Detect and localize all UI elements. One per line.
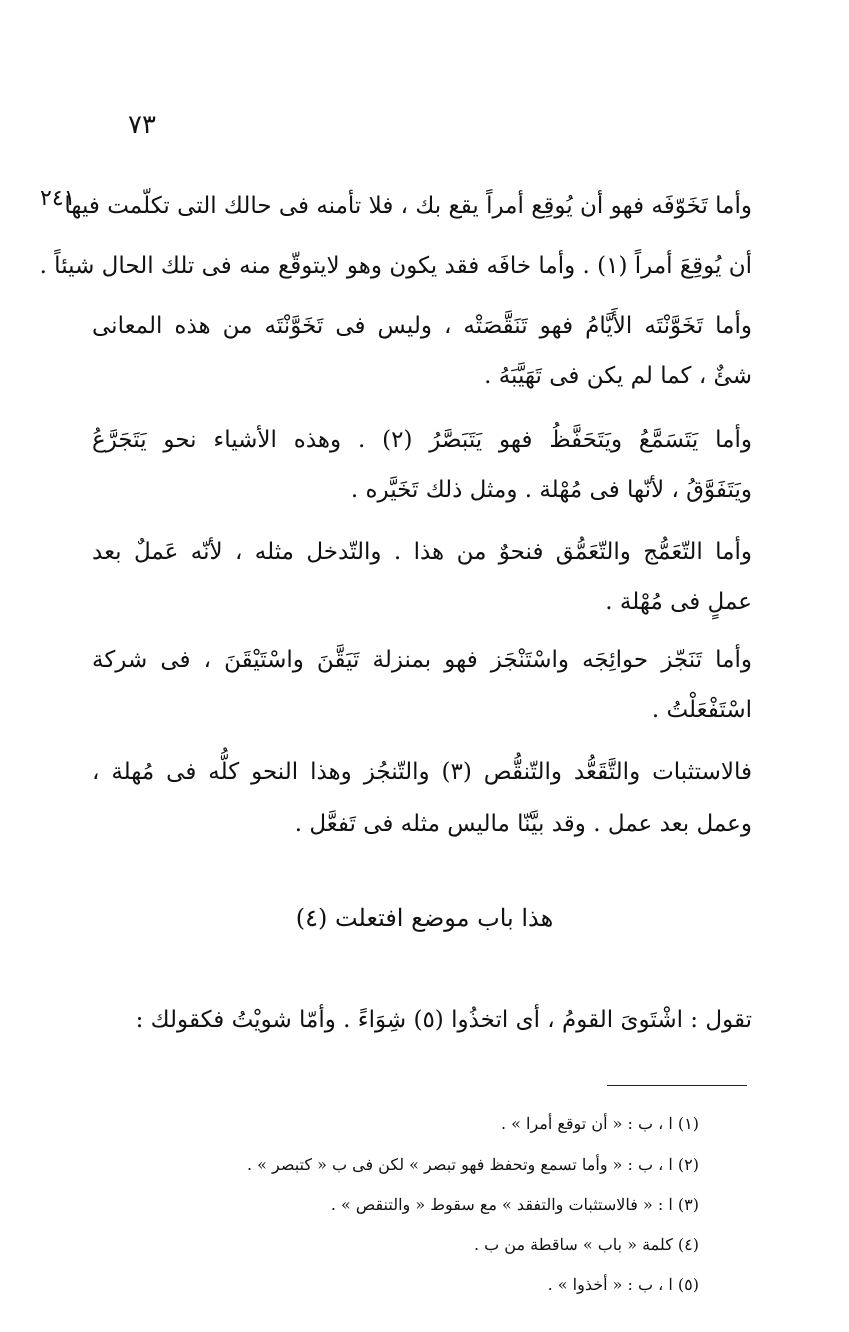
text-line: وأما يَتَسَمَّعُ ويَتَحَفَّظُ فهو يَتَبَصَّرُ (٢) . وهذه الأشياء نحو يَتَجَرَّعُ	[92, 427, 752, 453]
footnote: (٣) ا : « فالاستثبات والتفقد » مع سقوط « والتنقص » .	[330, 1195, 699, 1214]
text-line: وأما تَخَوَّنْتَه الأَيَّامُ فهو تَنَقَّصَتْه ، وليس فى تَخَوَّنْتَه من هذه المعانى	[92, 313, 752, 339]
text-line: وأما التّعَمُّج والتّعَمُّق فنحوٌ من هذا . والتّدخل مثله ، لأنّه عَملٌ بعد	[92, 539, 752, 565]
footnote: (٢) ا ، ب : « وأما تسمع وتحفظ فهو تبصر » لكن فى ب « كتبصر » .	[246, 1155, 699, 1174]
footnote-divider	[607, 1085, 747, 1086]
footnote: (٥) ا ، ب : « أخذوا » .	[547, 1275, 699, 1294]
text-line: وأما تَخَوّفَه فهو أن يُوقِع أمراً يقع بك ، فلا تأمنه فى حالك التى تكلّمت فيها	[64, 193, 752, 219]
chapter-heading: هذا باب موضع افتعلت (٤)	[295, 904, 554, 932]
text-line: أن يُوقِعَ أمراً (١) . وأما خافَه فقد يكون وهو لايتوقّع منه فى تلك الحال شيئاً .	[39, 253, 752, 279]
text-line: اسْتَفْعَلْتُ .	[651, 697, 752, 723]
text-line: ويَتَفَوَّقُ ، لأنّها فى مُهْلة . ومثل ذلك تَخَيَّره .	[350, 477, 752, 503]
text-line: فالاستثبات والتَّقَعُّد والتّنقُّص (٣) والتّنجُز وهذا النحو كلُّه فى مُهلة ،	[92, 759, 752, 785]
text-line: تقول : اشْتَوىَ القومُ ، أى اتخذُوا (٥) شِوَاءً . وأمّا شويْتُ فكقولك :	[135, 1007, 752, 1033]
footnote: (٤) كلمة « باب » ساقطة من ب .	[473, 1235, 699, 1254]
text-line: عملٍ فى مُهْلة .	[605, 589, 752, 615]
page-number: ٧٣	[128, 110, 156, 140]
text-line: شئٌ ، كما لم يكن فى تَهَيَّبَهُ .	[484, 363, 752, 389]
footnote: (١) ا ، ب : « أن توقع أمرا » .	[500, 1114, 699, 1133]
text-line: وأما تَنَجّز حوائِجَه واسْتَنْجَز فهو بمنزلة تَيَقَّنَ واسْتَيْقَنَ ، فى شركة	[92, 647, 752, 673]
text-line: وعمل بعد عمل . وقد بيَّنّا ماليس مثله فى تَفعَّل .	[294, 811, 752, 837]
margin-number: ٢٤١	[40, 186, 76, 211]
